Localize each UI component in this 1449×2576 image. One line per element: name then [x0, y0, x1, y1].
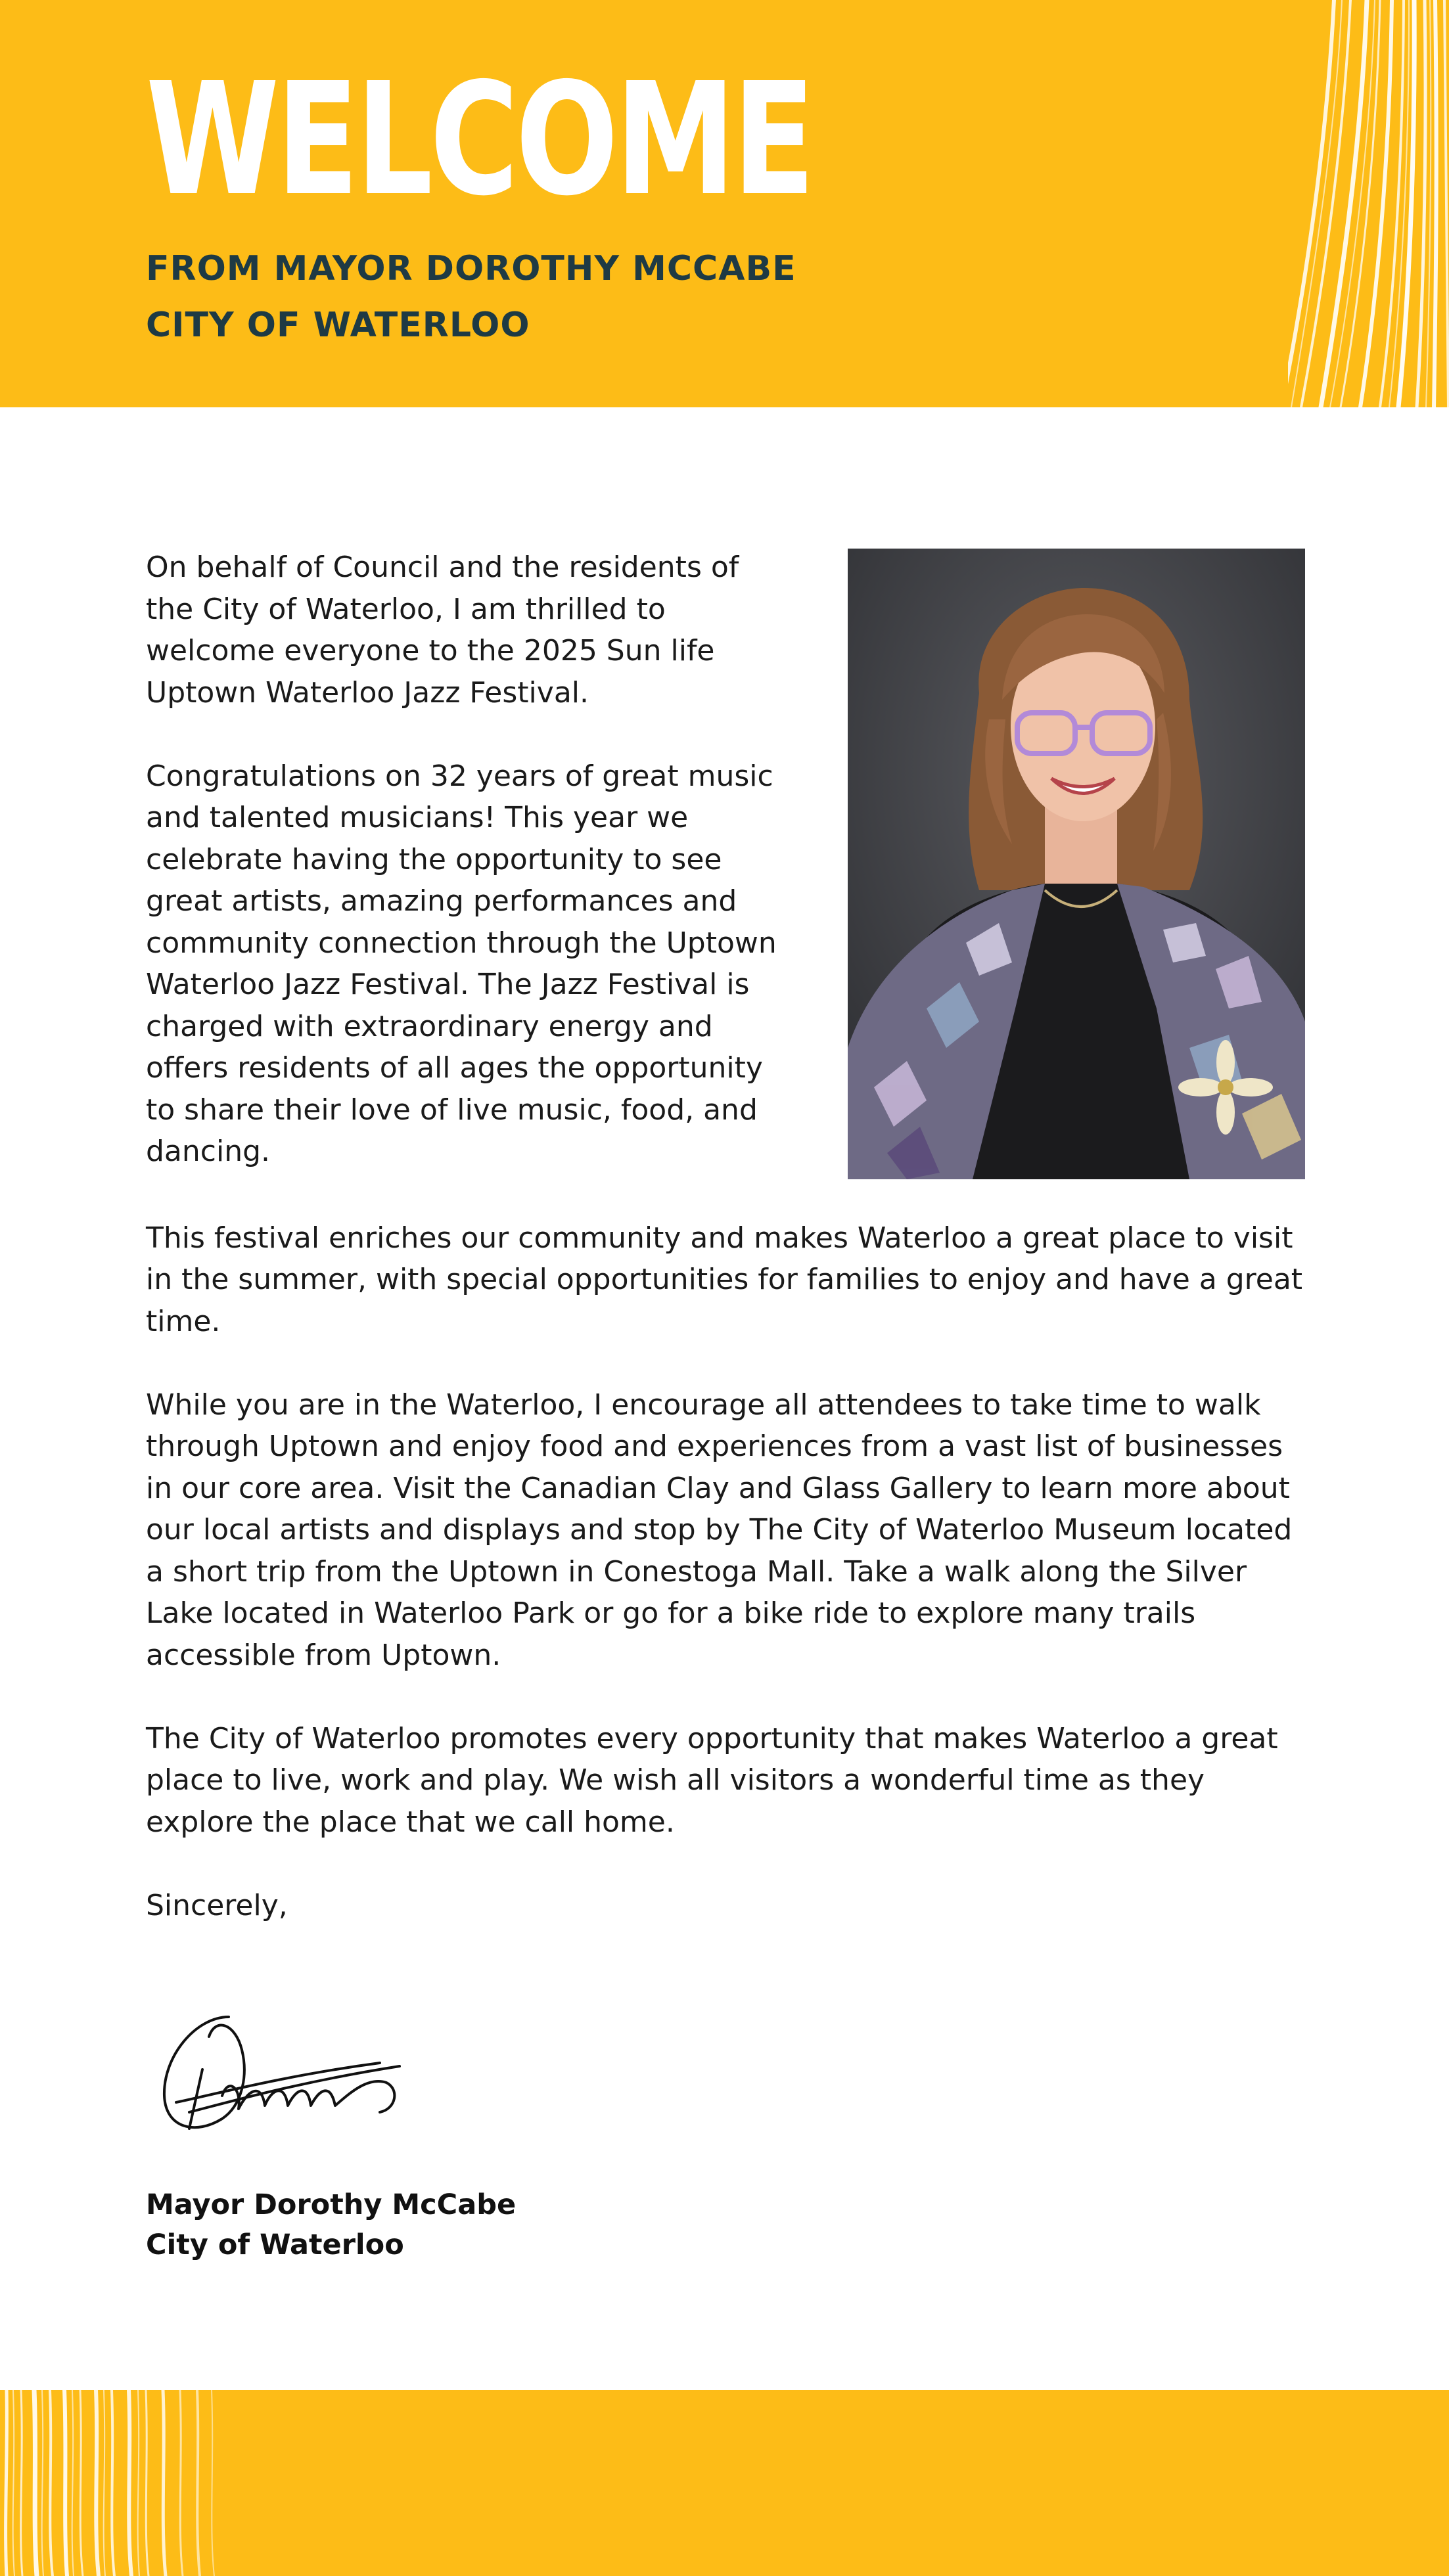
header-subtitle — [146, 240, 796, 353]
signoff-block — [146, 2185, 516, 2265]
subtitle-city: CITY OF WATERLOO — [146, 305, 530, 345]
signoff-name: Mayor Dorothy McCabe — [146, 2188, 517, 2221]
brush-texture-decoration — [0, 2390, 223, 2576]
header-banner — [0, 0, 1449, 407]
subtitle-from-mayor: FROM MAYOR DOROTHY MCCABE — [146, 249, 796, 288]
paragraph-intro: On behalf of Council and the residents of the City of Waterloo, I am thrilled to welcome everyone to the 2025 Sun life Uptown Waterloo Jazz Festival. — [146, 551, 739, 710]
mayor-portrait-photo — [848, 549, 1305, 1179]
paragraph-congratulations: Congratulations on 32 years of great music and talented musicians! This year we celebrate having the opportunity to see great artists, amazing performances and community connection through the Uptown Waterloo Jazz Festival. The Jazz Festival is charged with extraordinary energy and offers residents of all ages the opportunity to share their love of live music, food, and dancing. — [146, 759, 777, 1168]
brush-texture-decoration — [1288, 0, 1449, 407]
page-title: WELCOME — [146, 49, 812, 230]
closing-salutation: Sincerely, — [146, 1888, 288, 1922]
paragraph-promotes: The City of Waterloo promotes every opportunity that makes Waterloo a great place to live, work and play. We wish all visitors a wonderful time as they explore the place that we call home. — [146, 1721, 1278, 1839]
signoff-org: City of Waterloo — [146, 2228, 404, 2261]
paragraph-uptown: While you are in the Waterloo, I encourage all attendees to take time to walk through Uptown and enjoy food and experiences from a vast list of businesses in our core area. Visit the Canadian Clay and Glass Gallery to learn more about our local artists and displays and stop by The City of Waterloo Museum located a short trip from the Uptown in Conestoga Mall. Take a walk along the Silver Lake located in Waterloo Park or go for a bike ride to explore many trails accessible from Uptown. — [146, 1388, 1293, 1672]
paragraph-community: This festival enriches our community and makes Waterloo a great place to visit in the summer, with special opportunities for families to enjoy and have a great time. — [146, 1221, 1303, 1338]
footer-banner — [0, 2390, 1449, 2576]
mayor-signature — [150, 1997, 426, 2148]
